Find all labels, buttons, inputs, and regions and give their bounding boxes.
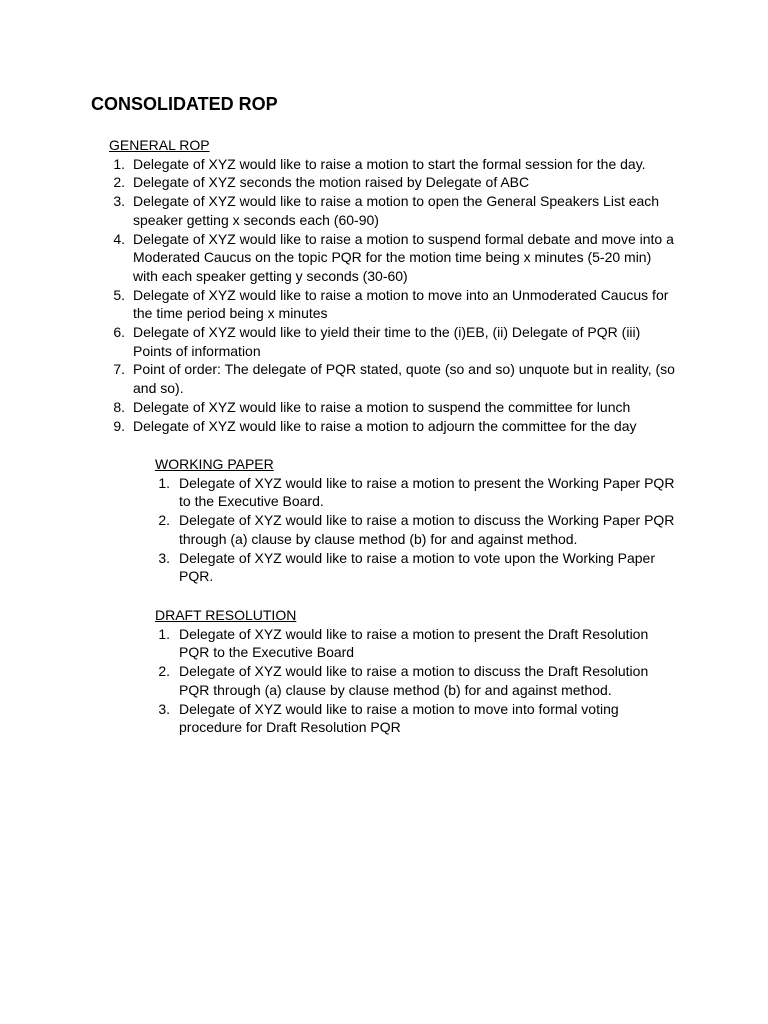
draft-resolution-section [155,606,695,737]
list-item [155,662,695,699]
list-item [155,549,695,586]
list-item [155,625,695,662]
list-item [109,230,689,286]
item-text: Delegate of XYZ would like to yield their time to the (i)EB, (ii) Delegate of PQR (iii) Points of information [133,324,641,359]
item-text: Delegate of XYZ would like to raise a motion to move into an Unmoderated Caucus for the time period being x minutes [133,286,669,322]
document-title: CONSOLIDATED ROP [91,94,278,114]
list-item [109,155,689,174]
item-number: 4. [113,230,125,247]
list-item [109,286,689,323]
item-text: Delegate of XYZ would like to raise a motion to move into formal voting procedure for Draft Resolution PQR [179,700,619,736]
list-item [109,173,689,192]
list-item [109,398,689,417]
item-number: 3. [158,700,170,717]
item-number: 2. [158,512,170,529]
draft-resolution-heading: DRAFT RESOLUTION [155,607,297,623]
item-text: Delegate of XYZ would like to raise a motion to suspend the committee for lunch [133,398,631,415]
item-text: Point of order: The delegate of PQR stated, quote (so and so) unquote but in reality, (so and so). [133,361,675,397]
item-number: 5. [113,286,125,303]
item-number: 3. [158,549,170,566]
list-item [155,511,695,548]
list-item [109,360,689,397]
item-text: Delegate of XYZ would like to raise a motion to present the Working Paper PQR to the Executive Board. [179,474,675,510]
item-text: Delegate of XYZ would like to raise a motion to open the General Speakers List each speaker getting x seconds each (60-90) [133,193,660,228]
item-text: Delegate of XYZ would like to raise a motion to vote upon the Working Paper PQR. [179,549,656,585]
item-number: 2. [113,174,125,191]
working-paper-list [155,474,695,586]
list-item [109,323,689,360]
general-rop-list [109,155,689,436]
item-number: 1. [158,625,170,642]
item-number: 3. [113,193,125,210]
draft-resolution-list [155,625,695,737]
working-paper-heading: WORKING PAPER [155,456,274,472]
item-number: 1. [113,155,125,172]
item-number: 6. [113,324,125,341]
general-rop-section [109,136,689,435]
list-item [109,417,689,436]
item-text: Delegate of XYZ would like to raise a motion to adjourn the committee for the day [133,417,637,434]
list-item [155,700,695,737]
list-item [109,192,689,229]
general-rop-heading: GENERAL ROP [109,137,210,153]
item-number: 8. [113,398,125,415]
item-number: 1. [158,474,170,491]
item-number: 7. [113,361,125,378]
item-text: Delegate of XYZ would like to raise a motion to discuss the Working Paper PQR through (a) clause by clause method (b) for and against method. [179,512,675,547]
item-text: Delegate of XYZ would like to raise a motion to suspend formal debate and move into a Moderated Caucus on the topic PQR for the motion time being x minutes (5-20 min) with each speaker getting y seconds (30-60) [133,230,674,284]
item-text: Delegate of XYZ seconds the motion raised by Delegate of ABC [133,174,530,191]
item-number: 2. [158,663,170,680]
item-text: Delegate of XYZ would like to raise a motion to present the Draft Resolution PQR to the Executive Board [179,625,649,661]
item-text: Delegate of XYZ would like to raise a motion to discuss the Draft Resolution PQR through (a) clause by clause method (b) for and against method. [179,663,649,698]
item-number: 9. [113,417,125,434]
working-paper-section [155,455,695,586]
list-item [155,474,695,511]
item-text: Delegate of XYZ would like to raise a motion to start the formal session for the day. [133,155,646,172]
